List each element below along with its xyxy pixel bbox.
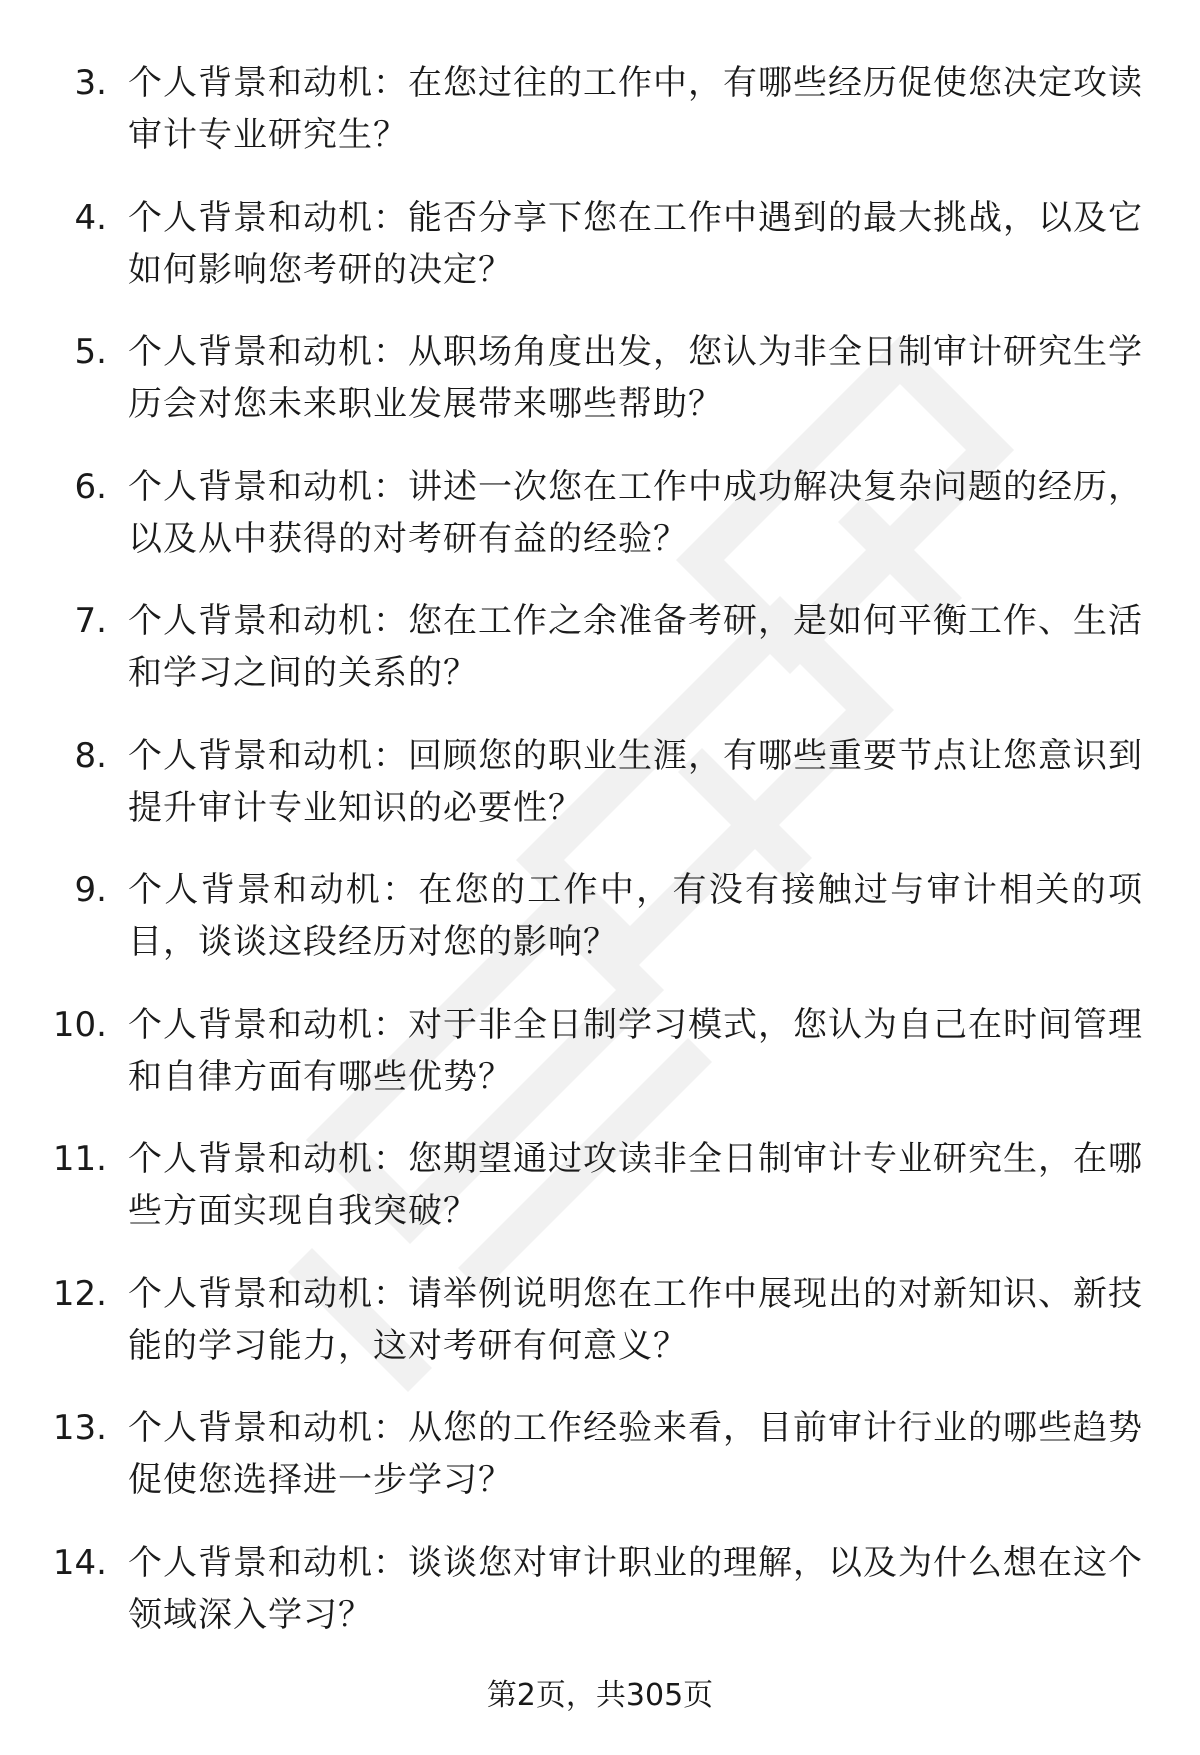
question-number: 5. bbox=[74, 332, 107, 372]
question-text: 个人背景和动机：对于非全日制学习模式，您认为自己在时间管理和自律方面有哪些优势？ bbox=[128, 1004, 1143, 1097]
question-text: 个人背景和动机：在您过往的工作中，有哪些经历促使您决定攻读审计专业研究生？ bbox=[128, 63, 1143, 155]
question-text: 个人背景和动机：讲述一次您在工作中成功解决复杂问题的经历，以及从中获得的对考研有益的经验？ bbox=[128, 466, 1143, 559]
question-text: 个人背景和动机：在您的工作中，有没有接触过与审计相关的项目，谈谈这段经历对您的影响？ bbox=[128, 870, 1143, 962]
question-number: 6. bbox=[74, 466, 107, 507]
question-text: 个人背景和动机：从职场角度出发，您认为非全日制审计研究生学历会对您未来职业发展带来哪些帮助？ bbox=[128, 332, 1143, 424]
question-item bbox=[0, 864, 1200, 999]
question-number: 8. bbox=[74, 735, 107, 776]
question-text: 个人背景和动机：您期望通过攻读非全日制审计专业研究生，在哪些方面实现自我突破？ bbox=[128, 1139, 1143, 1231]
question-item bbox=[0, 1133, 1200, 1268]
question-text: 个人背景和动机：谈谈您对审计职业的理解，以及为什么想在这个领域深入学习？ bbox=[128, 1542, 1143, 1635]
question-item bbox=[0, 999, 1200, 1134]
question-item bbox=[0, 326, 1200, 461]
question-text: 个人背景和动机：能否分享下您在工作中遇到的最大挑战，以及它如何影响您考研的决定？ bbox=[128, 197, 1143, 290]
page-number-footer: 第2页，共305页 bbox=[486, 1678, 714, 1713]
question-item bbox=[0, 1537, 1200, 1672]
question-item bbox=[0, 1402, 1200, 1537]
question-number: 14. bbox=[52, 1542, 107, 1583]
question-item bbox=[0, 730, 1200, 865]
question-number: 12. bbox=[52, 1273, 107, 1314]
question-text: 个人背景和动机：从您的工作经验来看，目前审计行业的哪些趋势促使您选择进一步学习？ bbox=[128, 1408, 1143, 1500]
question-number: 7. bbox=[74, 601, 107, 641]
question-item bbox=[0, 1268, 1200, 1403]
question-list bbox=[0, 57, 1200, 1671]
question-item bbox=[0, 461, 1200, 596]
question-number: 10. bbox=[52, 1004, 107, 1045]
question-number: 11. bbox=[52, 1139, 107, 1179]
question-number: 3. bbox=[74, 63, 107, 103]
question-item bbox=[0, 57, 1200, 192]
question-item bbox=[0, 192, 1200, 327]
question-text: 个人背景和动机：请举例说明您在工作中展现出的对新知识、新技能的学习能力，这对考研有何意义？ bbox=[128, 1273, 1143, 1366]
question-number: 9. bbox=[74, 870, 107, 910]
question-number: 13. bbox=[52, 1408, 107, 1448]
question-text: 个人背景和动机：回顾您的职业生涯，有哪些重要节点让您意识到提升审计专业知识的必要性？ bbox=[128, 735, 1143, 828]
question-text: 个人背景和动机：您在工作之余准备考研，是如何平衡工作、生活和学习之间的关系的？ bbox=[128, 601, 1143, 693]
question-item bbox=[0, 595, 1200, 730]
question-number: 4. bbox=[74, 197, 107, 238]
